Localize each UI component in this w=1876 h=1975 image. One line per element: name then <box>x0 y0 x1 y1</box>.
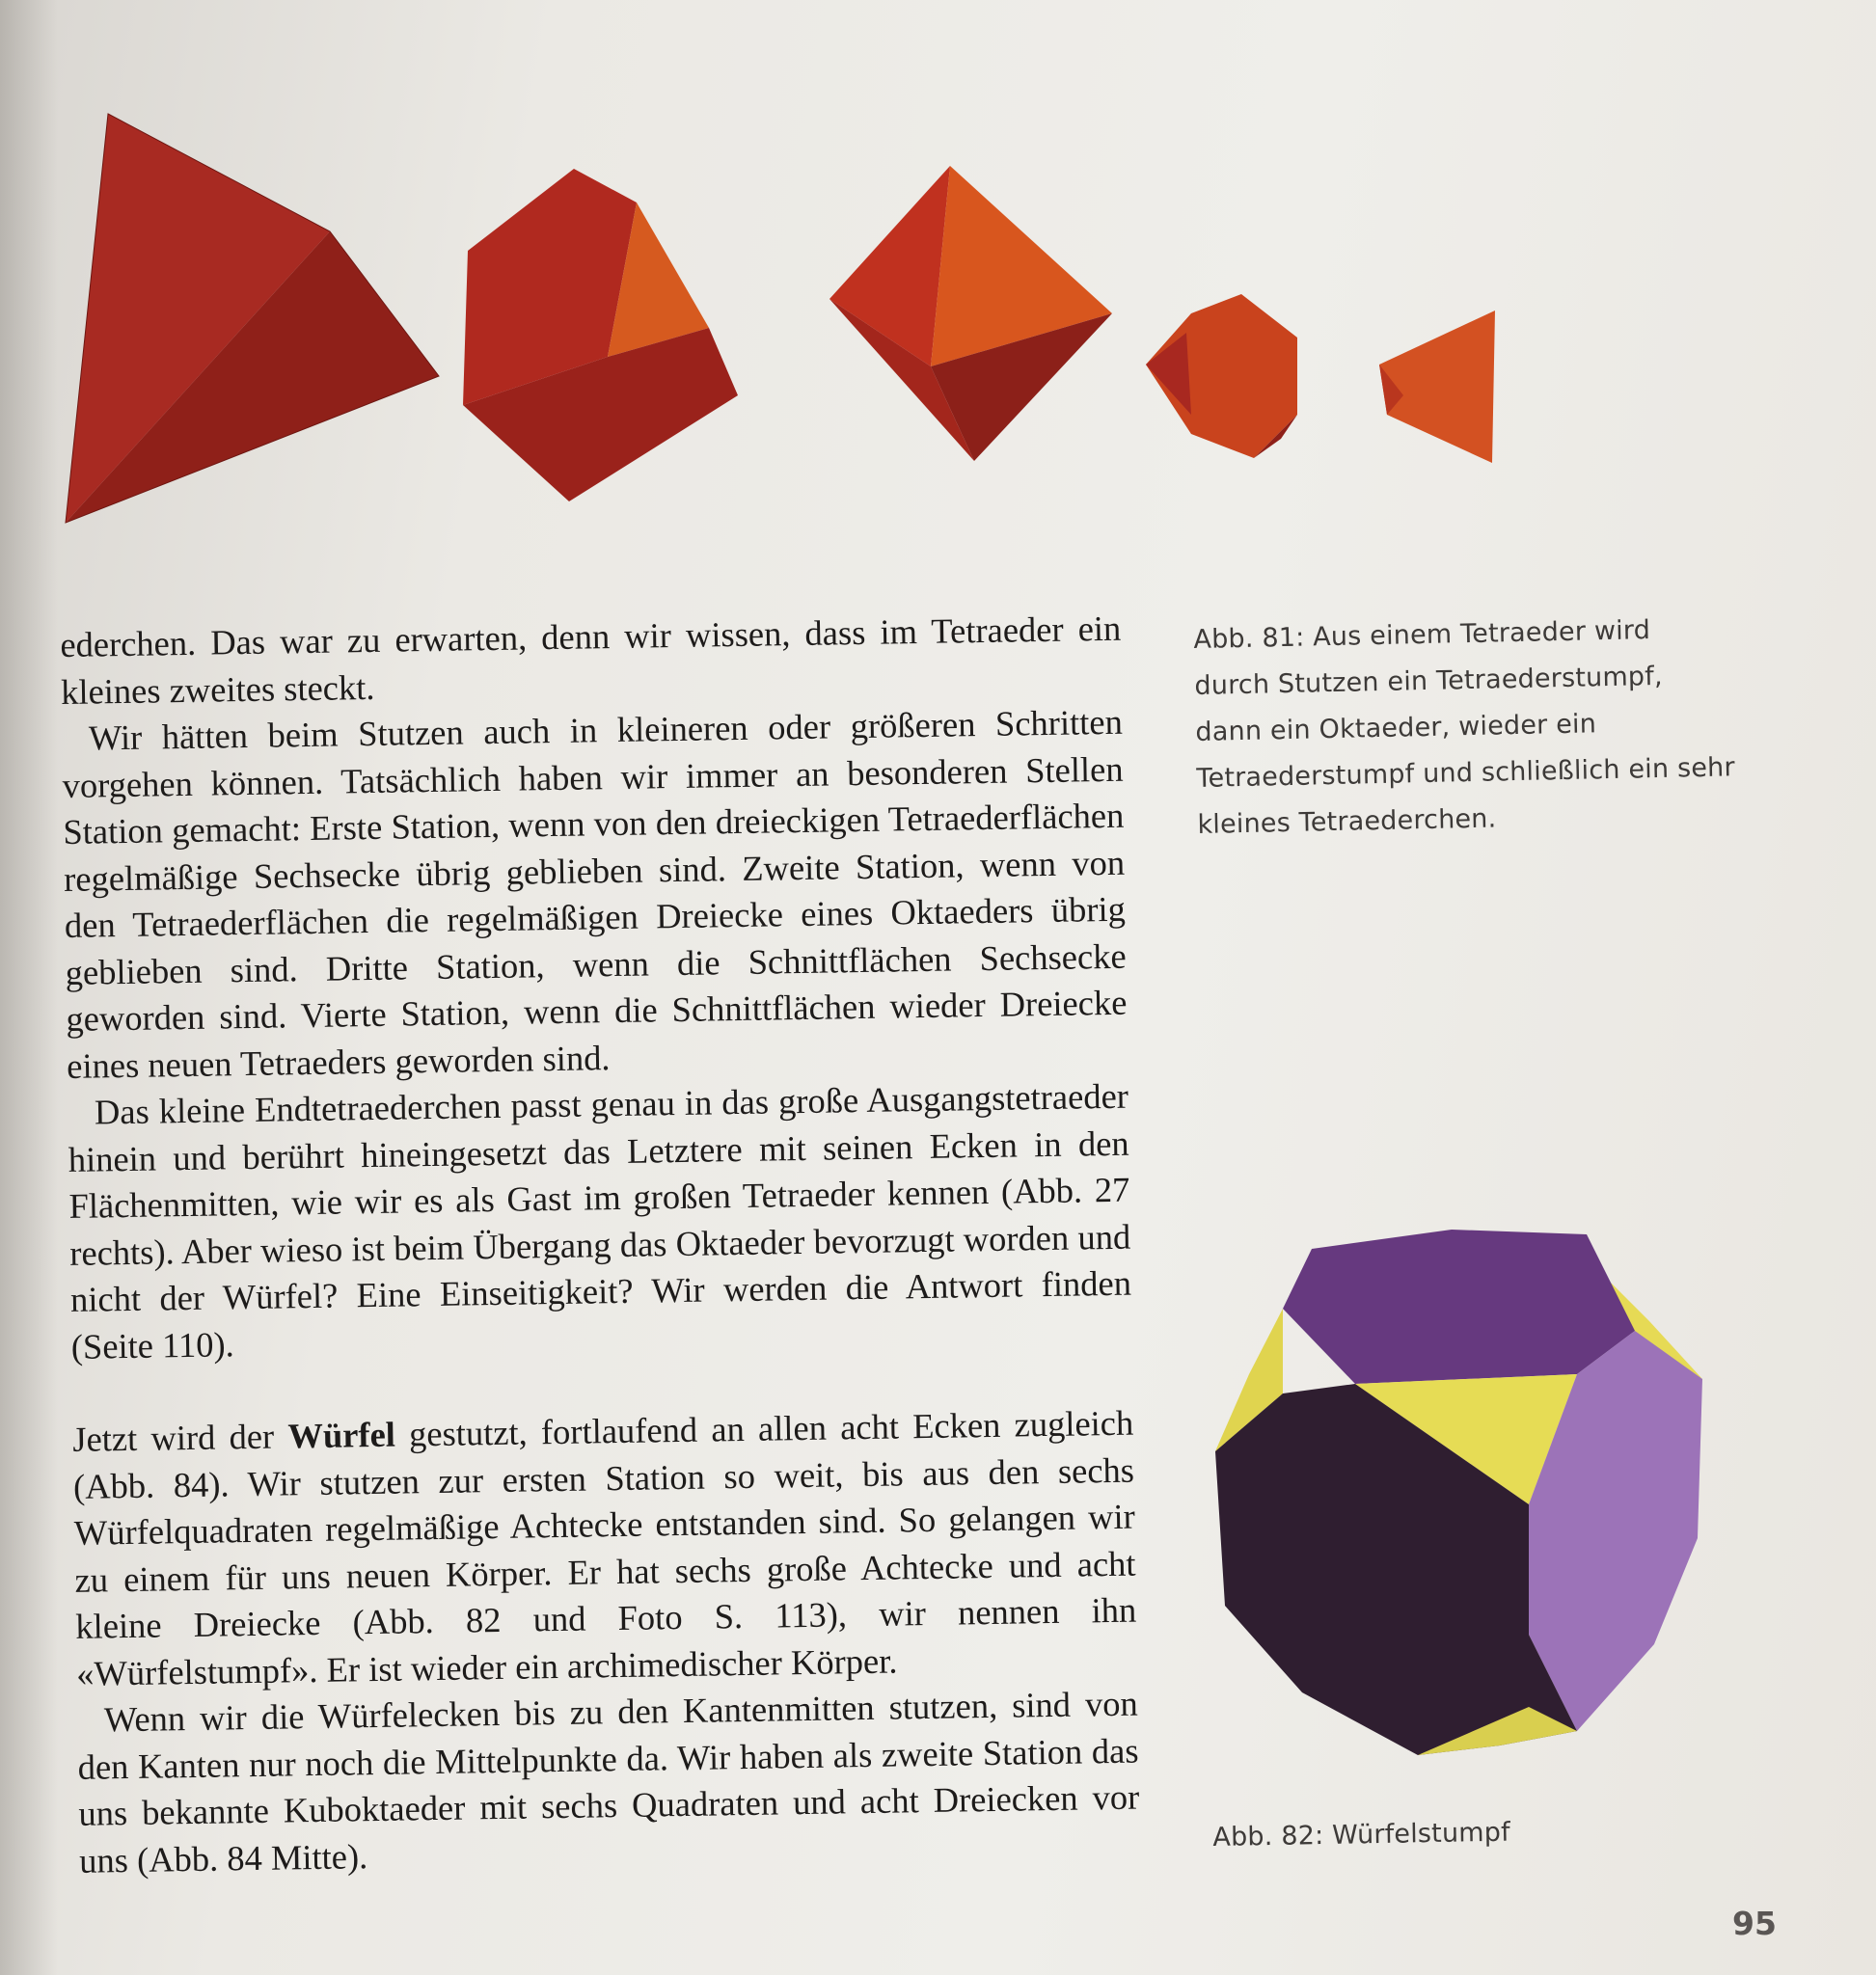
truncated-tetrahedron-2 <box>1146 294 1297 458</box>
tetrahedron-large <box>66 114 439 523</box>
caption-abb-81: Abb. 81: Aus einem Tetraeder wird durch Stutzen ein Tetraederstumpf, dann ein Oktaeder, wieder ein Tetraederstumpf und schließlich ein sehr kleines Tetraederchen. <box>1193 615 1736 840</box>
page-number: 95 <box>1732 1905 1777 1942</box>
paragraph-5: Wenn wir die Würfelecken bis zu den Kantenmitten stutzen, sind von den Kanten nur noch die Mittelpunkte da. Wir haben als zweite Station das uns bekannte Kuboktaeder mit sechs Quadraten und acht Dreiecken vor uns (Abb. 84 Mitte). <box>77 1683 1140 1880</box>
paragraph-4-rest: gestutzt, fortlaufend an allen acht Ecken zugleich (Abb. 84). Wir stutzen zur ersten Station so weit, bis aus den sechs Würfelquadraten regelmäßige Achtecke entstanden sind. So gelangen wir zu einem für uns neuen Körper. Er hat sechs große Achtecke und acht kleine Dreiecke (Abb. 82 und Foto S. 113), wir nennen ihn «Würfelstumpf». Er ist wieder ein archimedischer Körper. <box>72 1402 1137 1693</box>
cube-octagon-top <box>1283 1230 1635 1384</box>
paragraph-2: Wir hätten beim Stutzen auch in kleineren oder größeren Schritten vorgehen können. Tatsächlich haben wir immer an besonderen Stellen Station gemacht: Erste Station, wenn von den dreieckigen Tetraederflächen regelmäßige Sechsecke übrig geblieben sind. Zweite Station, wenn von den Tetraederflächen die regelmäßigen Dreiecke eines Oktaeders übrig geblieben sind. Dritte Station, wenn die Schnittflächen Sechsecke geworden sind. Vierte Station, wenn die Schnittflächen wieder Dreiecke eines neuen Tetraeders geworden sind. <box>62 701 1128 1086</box>
truncated-tetrahedron-1 <box>463 169 738 501</box>
body-text <box>60 606 1140 1884</box>
paragraph-3: Das kleine Endtetraederchen passt genau in das große Ausgangstetraeder hinein und berührt hineingesetzt das Letztere mit seinen Ecken in den Flächenmitten, wie wir es als Gast im großen Tetraeder kennen (Abb. 27 rechts). Aber wieso ist beim Übergang das Oktaeder bevorzugt worden und nicht der Würfel? Eine Einseitigkeit? Wir werden die Antwort finden (Seite 110). <box>68 1075 1132 1366</box>
caption-abb-82: Abb. 82: Würfelstumpf <box>1212 1817 1511 1853</box>
paragraph-1: ederchen. Das war zu erwarten, denn wir wissen, dass im Tetraeder ein kleines zweites steckt. <box>60 608 1122 712</box>
figure-truncated-cube <box>1210 1230 1751 1770</box>
page-gutter-shadow <box>0 0 58 1975</box>
figure-truncation-sequence <box>58 106 1524 540</box>
tetrahedron-small <box>1379 311 1495 463</box>
paragraph-4 <box>72 1400 1137 1697</box>
keyword-wuerfel: Würfel <box>287 1414 396 1456</box>
octahedron <box>829 166 1112 461</box>
paragraph-4-start: Jetzt wird der <box>71 1416 288 1459</box>
